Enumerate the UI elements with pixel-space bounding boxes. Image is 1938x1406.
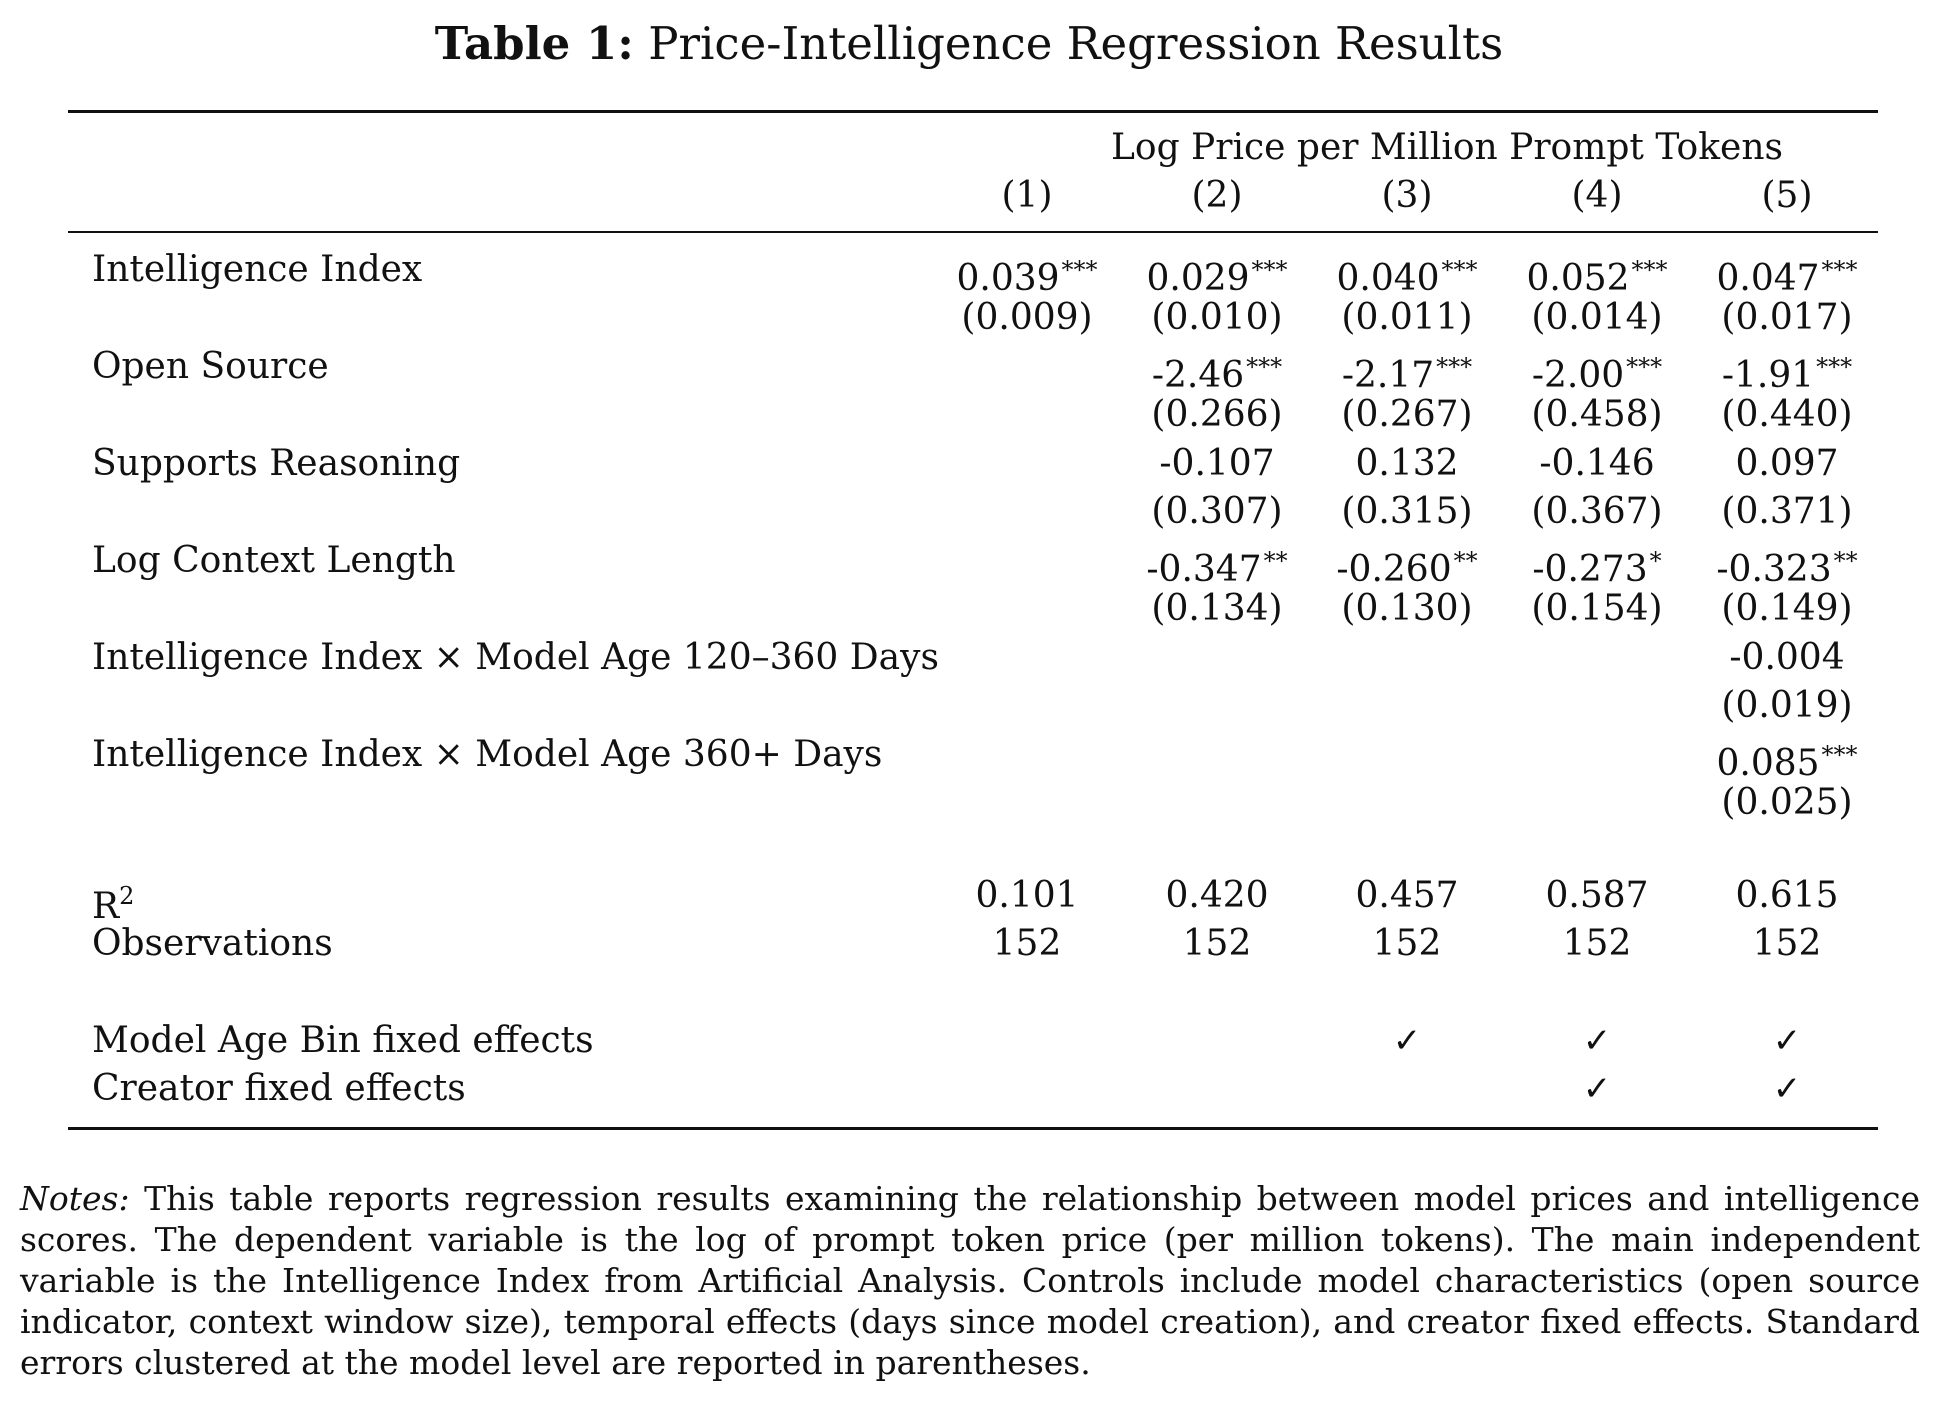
- stat-value: 0.420: [1165, 875, 1269, 916]
- top-rule: [68, 110, 1878, 113]
- stat-label-text: R: [92, 886, 120, 927]
- checkmark-icon: ✓: [1392, 1021, 1422, 1061]
- caption-title: Price-Intelligence Regression Results: [648, 17, 1504, 70]
- stat-value: 152: [1562, 923, 1632, 964]
- standard-error-cell: (0.266): [1151, 394, 1283, 435]
- checkmark-icon: ✓: [1772, 1069, 1802, 1109]
- standard-error-cell: (0.019): [1721, 685, 1853, 726]
- standard-error-cell: (0.017): [1721, 297, 1853, 338]
- significance-stars: ***: [1631, 256, 1668, 284]
- significance-stars: ***: [1821, 741, 1858, 769]
- row-label: Intelligence Index × Model Age 120–360 Days: [92, 637, 939, 678]
- stat-label-superscript: 2: [119, 882, 135, 910]
- row-label: Supports Reasoning: [92, 443, 461, 484]
- standard-error-cell: (0.149): [1721, 588, 1853, 629]
- standard-error-cell: (0.307): [1151, 491, 1283, 532]
- stat-value: 0.457: [1355, 875, 1459, 916]
- column-number: (4): [1571, 175, 1623, 216]
- column-number: (1): [1001, 175, 1053, 216]
- significance-stars: **: [1263, 547, 1288, 575]
- significance-stars: **: [1833, 547, 1858, 575]
- checkmark-icon: ✓: [1772, 1021, 1802, 1061]
- significance-stars: ***: [1251, 256, 1288, 284]
- significance-stars: ***: [1436, 353, 1473, 381]
- significance-stars: ***: [1061, 256, 1098, 284]
- standard-error-cell: (0.010): [1151, 297, 1283, 338]
- table-caption: [0, 14, 1938, 74]
- coefficient-value: -0.107: [1159, 443, 1275, 484]
- stat-value: 152: [1752, 923, 1822, 964]
- coefficient-value: 0.040: [1336, 258, 1440, 299]
- coefficient-value: -1.91: [1721, 355, 1815, 396]
- table-notes: [20, 1178, 1920, 1383]
- coefficient-value: -0.146: [1539, 443, 1655, 484]
- coefficient-cell: [1502, 440, 1692, 488]
- stat-value: 152: [1182, 923, 1252, 964]
- coefficient-cell: [1312, 440, 1502, 488]
- column-number: (2): [1191, 175, 1243, 216]
- coefficient-cell: [1692, 634, 1882, 682]
- standard-error-cell: (0.315): [1341, 491, 1473, 532]
- standard-error-cell: (0.267): [1341, 394, 1473, 435]
- caption-label: Table 1:: [434, 17, 634, 70]
- standard-error-cell: (0.134): [1151, 588, 1283, 629]
- stat-value: 0.587: [1545, 875, 1649, 916]
- coefficient-value: 0.039: [956, 258, 1060, 299]
- stat-label-text: Observations: [92, 923, 333, 964]
- significance-stars: **: [1453, 547, 1478, 575]
- coefficient-value: -0.347: [1146, 549, 1262, 590]
- coefficient-value: 0.052: [1526, 258, 1630, 299]
- coefficient-value: -0.004: [1729, 637, 1845, 678]
- row-label: Intelligence Index × Model Age 360+ Days: [92, 734, 883, 775]
- header-rule: [68, 231, 1878, 233]
- coefficient-value: 0.029: [1146, 258, 1250, 299]
- standard-error-cell: (0.130): [1341, 588, 1473, 629]
- checkmark-icon: ✓: [1582, 1069, 1612, 1109]
- stat-value: 152: [1372, 923, 1442, 964]
- coefficient-value: 0.097: [1735, 443, 1839, 484]
- standard-error-cell: (0.011): [1341, 297, 1473, 338]
- checkmark-icon: ✓: [1582, 1021, 1612, 1061]
- stat-label: [92, 920, 333, 968]
- coefficient-value: -2.17: [1341, 355, 1435, 396]
- row-label: Open Source: [92, 346, 329, 387]
- significance-stars: ***: [1626, 353, 1663, 381]
- fixed-effect-label: Creator fixed effects: [92, 1068, 466, 1109]
- coefficient-value: 0.132: [1355, 443, 1459, 484]
- notes-text: This table reports regression results examining the relationship between model prices and intelligence scores. The dependent variable is the log of prompt token price (per million tokens). The main independent variable is the Intelligence Index from Artificial Analysis. Controls include model characteristics (open source indicator, context window size), temporal effects (days since model creation), and creator fixed effects. Standard errors clustered at the model level are reported in parentheses.: [20, 1179, 1920, 1382]
- significance-stars: ***: [1246, 353, 1283, 381]
- significance-stars: ***: [1816, 353, 1853, 381]
- coefficient-value: 0.085: [1716, 743, 1820, 784]
- standard-error-cell: (0.371): [1721, 491, 1853, 532]
- bottom-rule: [68, 1127, 1878, 1130]
- column-number: (3): [1381, 175, 1433, 216]
- standard-error-cell: (0.154): [1531, 588, 1663, 629]
- coefficient-cell: [1692, 440, 1882, 488]
- coefficient-cell: [1122, 440, 1312, 488]
- significance-stars: ***: [1441, 256, 1478, 284]
- stat-value: 152: [992, 923, 1062, 964]
- fixed-effect-label: Model Age Bin fixed effects: [92, 1020, 594, 1061]
- coefficient-value: -0.273: [1532, 549, 1648, 590]
- row-label: Log Context Length: [92, 540, 456, 581]
- standard-error-cell: (0.367): [1531, 491, 1663, 532]
- dependent-variable-header: Log Price per Million Prompt Tokens: [1110, 127, 1783, 168]
- stat-value: 0.101: [975, 875, 1079, 916]
- standard-error-cell: (0.458): [1531, 394, 1663, 435]
- notes-label: Notes:: [20, 1179, 130, 1218]
- coefficient-value: -0.323: [1716, 549, 1832, 590]
- significance-stars: *: [1649, 547, 1662, 575]
- standard-error-cell: (0.025): [1721, 782, 1853, 823]
- standard-error-cell: (0.014): [1531, 297, 1663, 338]
- coefficient-value: 0.047: [1716, 258, 1820, 299]
- coefficient-value: -2.46: [1151, 355, 1245, 396]
- coefficient-value: -0.260: [1336, 549, 1452, 590]
- coefficient-value: -2.00: [1531, 355, 1625, 396]
- standard-error-cell: (0.440): [1721, 394, 1853, 435]
- column-number: (5): [1761, 175, 1813, 216]
- row-label: Intelligence Index: [92, 249, 423, 290]
- standard-error-cell: (0.009): [961, 297, 1093, 338]
- stat-value: 0.615: [1735, 875, 1839, 916]
- significance-stars: ***: [1821, 256, 1858, 284]
